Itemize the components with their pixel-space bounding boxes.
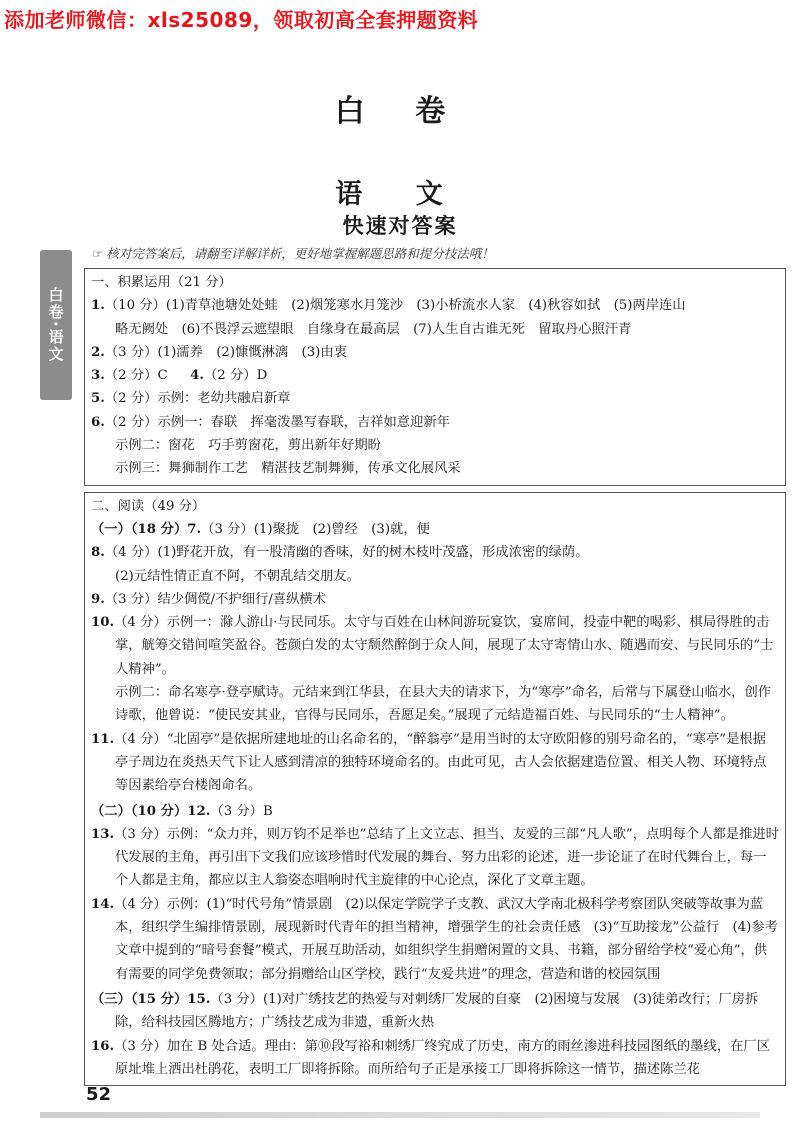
q13-number: 13.: [91, 826, 115, 842]
q8-text-b: (2)元结性情正直不阿，不朝乱结交朋友。: [115, 568, 360, 584]
q3-number: 3.: [91, 368, 105, 384]
q10-text-a: （4 分）示例一：滁人游山·与民同乐。太守与百姓在山林间游玩宴饮，宴席间，投壶中靶的喝彩、棋局得胜的击掌，觥筹交错间喧笑盈谷。苍颜白发的太守颓然醉倒于众人间，展现了太守寄情山水、随遇而安、与民同乐的“士人精神”。: [114, 615, 774, 677]
q10-number: 10.: [91, 615, 115, 631]
tip-note: [92, 244, 494, 262]
q8-text-a: （4 分）(1)野花开放，有一股清幽的香味，好的树木枝叶茂盛，形成浓密的绿荫。: [104, 545, 589, 561]
answer-q12: [91, 800, 779, 823]
answer-q15: [91, 988, 779, 1035]
q1-text-a: （10 分）(1)青草池塘处处蛙 (2)烟笼寒水月笼沙 (3)小桥流水人家 (4)秋容如拭 (5)两岸连山: [104, 298, 686, 314]
q9-number: 9.: [91, 591, 105, 607]
q4-number: 4.: [190, 368, 205, 384]
q1-number: 1.: [91, 298, 105, 314]
promo-banner: 添加老师微信：xls25089，领取初高全套押题资料: [4, 8, 479, 32]
q7-text: （3 分）(1)聚拢 (2)曾经 (3)就，便: [201, 521, 430, 537]
q15-number: 15.: [187, 991, 211, 1007]
page-title: 白 卷: [334, 94, 466, 129]
answer-q5: [91, 387, 779, 410]
q11-text: （4 分）“北固亭”是依据所建地址的山名命名的，“醉翁亭”是用当时的太守欧阳修的别号命名的，“寒亭”是根据亭子周边在炎热天气下让人感到清凉的独特环境命名的。由此可见，古人会依据建造位置、相关人物、环境特点等因素给亭台楼阁命名。: [114, 731, 767, 794]
q6-text-c: 示例三：舞狮制作工艺 精湛技艺制舞狮，传承文化展风采: [115, 461, 461, 477]
page-number: 52: [86, 1084, 112, 1105]
section1-label: （一）（18 分）: [91, 521, 188, 537]
section2-label: （二）（10 分）: [91, 803, 188, 819]
subject-title: 语 文: [335, 179, 465, 210]
q6-number: 6.: [91, 414, 105, 430]
answer-q11: [91, 728, 779, 798]
answer-content: [84, 268, 786, 1086]
answer-q3-q4: [91, 364, 779, 387]
q2-number: 2.: [91, 344, 105, 360]
q16-text: （3 分）加在 B 处合适。理由：第⑩段写裕和刺绣厂终究成了历史，南方的雨丝渗进科技园图纸的墨线，在厂区原址堆上洒出杜鹃花，表明工厂即将拆除。而所给句子正是承接工厂即将拆除这一情节，描述陈兰花: [114, 1038, 771, 1077]
q14-text: （4 分）示例：(1)“时代号角”情景剧 (2)以保定学院学子支教、武汉大学南北极科学考察团队突破等故事为蓝本，组织学生编排情景剧，展现新时代青年的担当精神，增强学生的社会责任感 (3)“互助接龙”公益行 (4)参考文章中提到的“暗号套餐”模式，开展互助活动，如组织学生捐赠闲置的文具、书籍，部分留给学校“爱心角”，供有需要的同学免费领取；部分捐赠给山区学校，践行“友爱共进”的理念，营造和谐的校园氛围: [114, 896, 778, 982]
q1-text-b: 略无阙处 (6)不畏浮云遮望眼 自缘身在最高层 (7)人生自古谁无死 留取丹心照汗青: [115, 321, 632, 337]
part2-box: [84, 492, 786, 1086]
q9-text: （3 分）结少倜傥/不护细行/喜纵横术: [104, 591, 326, 607]
answer-q2: [91, 341, 779, 364]
q11-number: 11.: [91, 731, 115, 747]
answer-q10: [91, 611, 779, 681]
side-tab: [40, 250, 72, 400]
q10-text-b: 示例二：命名寒亭·登亭赋诗。元结来到江华县，在县大夫的请求下，为“寒亭”命名，后常与下属登山临水，创作诗歌，他曾说：“使民安其业，官得与民同乐，吾愿足矣。”展现了元结造福百姓、与民同乐的“士人精神”。: [115, 685, 772, 724]
section3-label: （三）（15 分）: [91, 991, 188, 1007]
part1-header: 一、积累运用（21 分）: [91, 275, 232, 290]
q12-text: （3 分）B: [210, 803, 273, 819]
q12-number: 12.: [187, 803, 211, 819]
footer-bar: [40, 1112, 760, 1118]
answer-q14: [91, 893, 779, 986]
pointing-hand-icon: ☞: [92, 246, 104, 261]
tip-text: 核对完答案后，请翻至详解详析，更好地掌握解题思路和提分技法哦！: [106, 246, 494, 261]
q15-text: （3 分）(1)对广绣技艺的热爱与对刺绣厂发展的自豪 (2)困境与发展 (3)徒弟改行；厂房拆除，给科技园区腾地方；广绣技艺成为非遗，重新火热: [115, 991, 759, 1031]
q13-text: （3 分）示例：“众力并，则万钧不足举也”总结了上文立志、担当、友爱的三部“凡人歌”，点明每个人都是推进时代发展的主角，再引出下文我们应该珍惜时代发展的舞台、努力出彩的论述，进一步论证了在时代舞台上，每一个人都是主角，都应以主人翁姿态唱响时代主旋律的中心论点，深化了文章主题。: [114, 826, 779, 889]
answer-q7: [91, 518, 779, 541]
q5-number: 5.: [91, 391, 105, 407]
side-tab-label: 白卷·语文: [46, 287, 65, 363]
answer-q13: [91, 823, 779, 893]
q5-text: （2 分）示例：老幼共融启新章: [104, 391, 291, 407]
q2-text: （3 分）(1)濡养 (2)慷慨淋漓 (3)由衷: [104, 344, 347, 360]
q16-number: 16.: [91, 1038, 115, 1054]
q6-text-a: （2 分）示例一：春联 挥毫泼墨写春联，吉祥如意迎新年: [104, 414, 450, 430]
answer-q6: [91, 411, 779, 434]
q7-number: 7.: [187, 521, 202, 537]
q4-text: （2 分）D: [204, 368, 268, 384]
q3-text: （2 分）C: [104, 368, 168, 384]
answer-q9: [91, 588, 779, 611]
q6-text-b: 示例二：窗花 巧手剪窗花，剪出新年好期盼: [115, 438, 381, 454]
q14-number: 14.: [91, 896, 115, 912]
answer-q16: [91, 1035, 779, 1082]
answer-q8: [91, 541, 779, 564]
q8-number: 8.: [91, 545, 105, 561]
subtitle: 快速对答案: [342, 214, 458, 238]
part1-box: [84, 268, 786, 486]
answer-q1: [91, 294, 779, 317]
part2-header: 二、阅读（49 分）: [91, 498, 206, 514]
